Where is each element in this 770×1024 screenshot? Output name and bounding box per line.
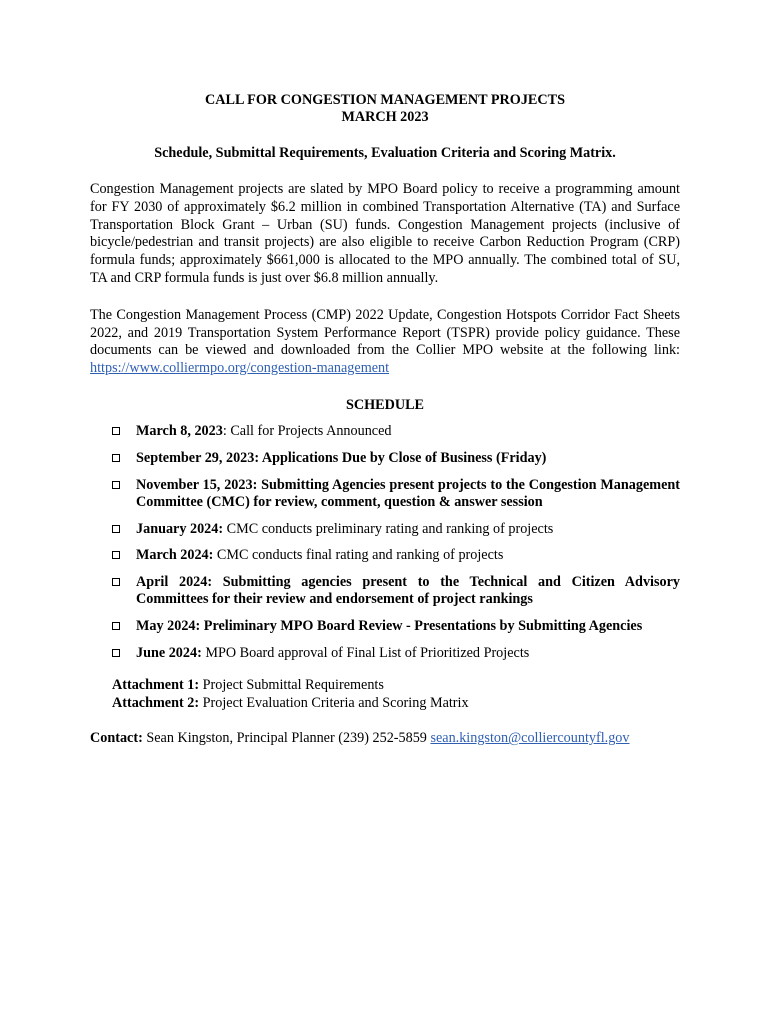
schedule-heading: SCHEDULE bbox=[345, 396, 425, 413]
schedule-item-date: May 2024: Preliminary MPO Board Review - Presentations by Submitting Agencies bbox=[136, 618, 643, 635]
schedule-item bbox=[112, 574, 680, 608]
schedule-item bbox=[112, 423, 680, 440]
checkbox-icon bbox=[112, 525, 120, 533]
schedule-item-text: : Call for Projects Announced bbox=[222, 422, 392, 439]
schedule-item bbox=[112, 477, 680, 511]
attachment-1-label: Attachment 1: bbox=[112, 677, 200, 694]
contact-line bbox=[90, 730, 680, 747]
schedule-item bbox=[112, 645, 680, 662]
schedule-item-text: CMC conducts preliminary rating and ranking of projects bbox=[223, 520, 554, 537]
checkbox-icon bbox=[112, 454, 120, 462]
contact-label: Contact: bbox=[90, 730, 143, 747]
schedule-item-date: April 2024: Submitting agencies present to the Technical and Citizen Advisory Committees for their review and endorsement of project rankings bbox=[136, 574, 680, 608]
document-page bbox=[90, 92, 680, 747]
intro-paragraph-2 bbox=[90, 307, 680, 378]
intro-paragraph-1: Congestion Management projects are slated by MPO Board policy to receive a programming amount for FY 2030 of approximately $6.2 million in combined Transportation Alternative (TA) and Surface Transportation Block Grant – Urban (SU) funds. Congestion Management projects (inclusive of bicycle/pedestrian and transit projects) are also eligible to receive Carbon Reduction Program (CRP) formula funds; approximately $661,000 is allocated to the MPO annually. The combined total of SU, TA and CRP formula funds is just over $6.8 million annually. bbox=[90, 181, 680, 286]
attachment-1-text: Project Submittal Requirements bbox=[199, 677, 384, 694]
attachment-2-label: Attachment 2: bbox=[112, 694, 200, 711]
schedule-item-date: November 15, 2023: Submitting Agencies present projects to the Congestion Management Committee (CMC) for review, comment, question & answer session bbox=[136, 476, 680, 510]
checkbox-icon bbox=[112, 481, 120, 489]
checkbox-icon bbox=[112, 427, 120, 435]
schedule-item-date: June 2024: bbox=[136, 644, 202, 661]
contact-email-link[interactable]: sean.kingston@colliercountyfl.gov bbox=[430, 730, 630, 747]
schedule-list bbox=[90, 423, 680, 662]
schedule-item-date: March 8, 2023 bbox=[136, 422, 223, 439]
title-line-2: MARCH 2023 bbox=[341, 109, 429, 125]
cmp-link[interactable]: https://www.colliermpo.org/congestion-management bbox=[90, 360, 390, 377]
schedule-item bbox=[112, 547, 680, 564]
schedule-item bbox=[112, 618, 680, 635]
title-line-1: CALL FOR CONGESTION MANAGEMENT PROJECTS bbox=[205, 92, 565, 108]
schedule-item-date: March 2024: bbox=[136, 547, 214, 564]
checkbox-icon bbox=[112, 551, 120, 559]
schedule-item-date: September 29, 2023: Applications Due by Close of Business (Friday) bbox=[136, 449, 547, 466]
document-title bbox=[90, 92, 680, 126]
attachment-1 bbox=[112, 677, 680, 695]
checkbox-icon bbox=[112, 578, 120, 586]
checkbox-icon bbox=[112, 622, 120, 630]
schedule-item bbox=[112, 521, 680, 538]
intro-paragraph-2-text: The Congestion Management Process (CMP) 2022 Update, Congestion Hotspots Corridor Fact Sheets 2022, and 2019 Transportation System Performance Report (TSPR) provide policy guidance. These documents can be viewed and downloaded from the Collier MPO website at the following link: bbox=[90, 306, 680, 359]
schedule-item-text: MPO Board approval of Final List of Prioritized Projects bbox=[201, 644, 530, 661]
schedule-item-date: January 2024: bbox=[136, 520, 224, 537]
checkbox-icon bbox=[112, 649, 120, 657]
document-subtitle: Schedule, Submittal Requirements, Evaluation Criteria and Scoring Matrix. bbox=[154, 145, 616, 161]
schedule-item-text: CMC conducts final rating and ranking of projects bbox=[213, 547, 504, 564]
attachment-2 bbox=[112, 695, 680, 713]
attachment-2-text: Project Evaluation Criteria and Scoring Matrix bbox=[199, 694, 469, 711]
schedule-item bbox=[112, 450, 680, 467]
contact-text: Sean Kingston, Principal Planner (239) 252-5859 bbox=[142, 730, 431, 747]
attachments-list bbox=[112, 677, 680, 712]
